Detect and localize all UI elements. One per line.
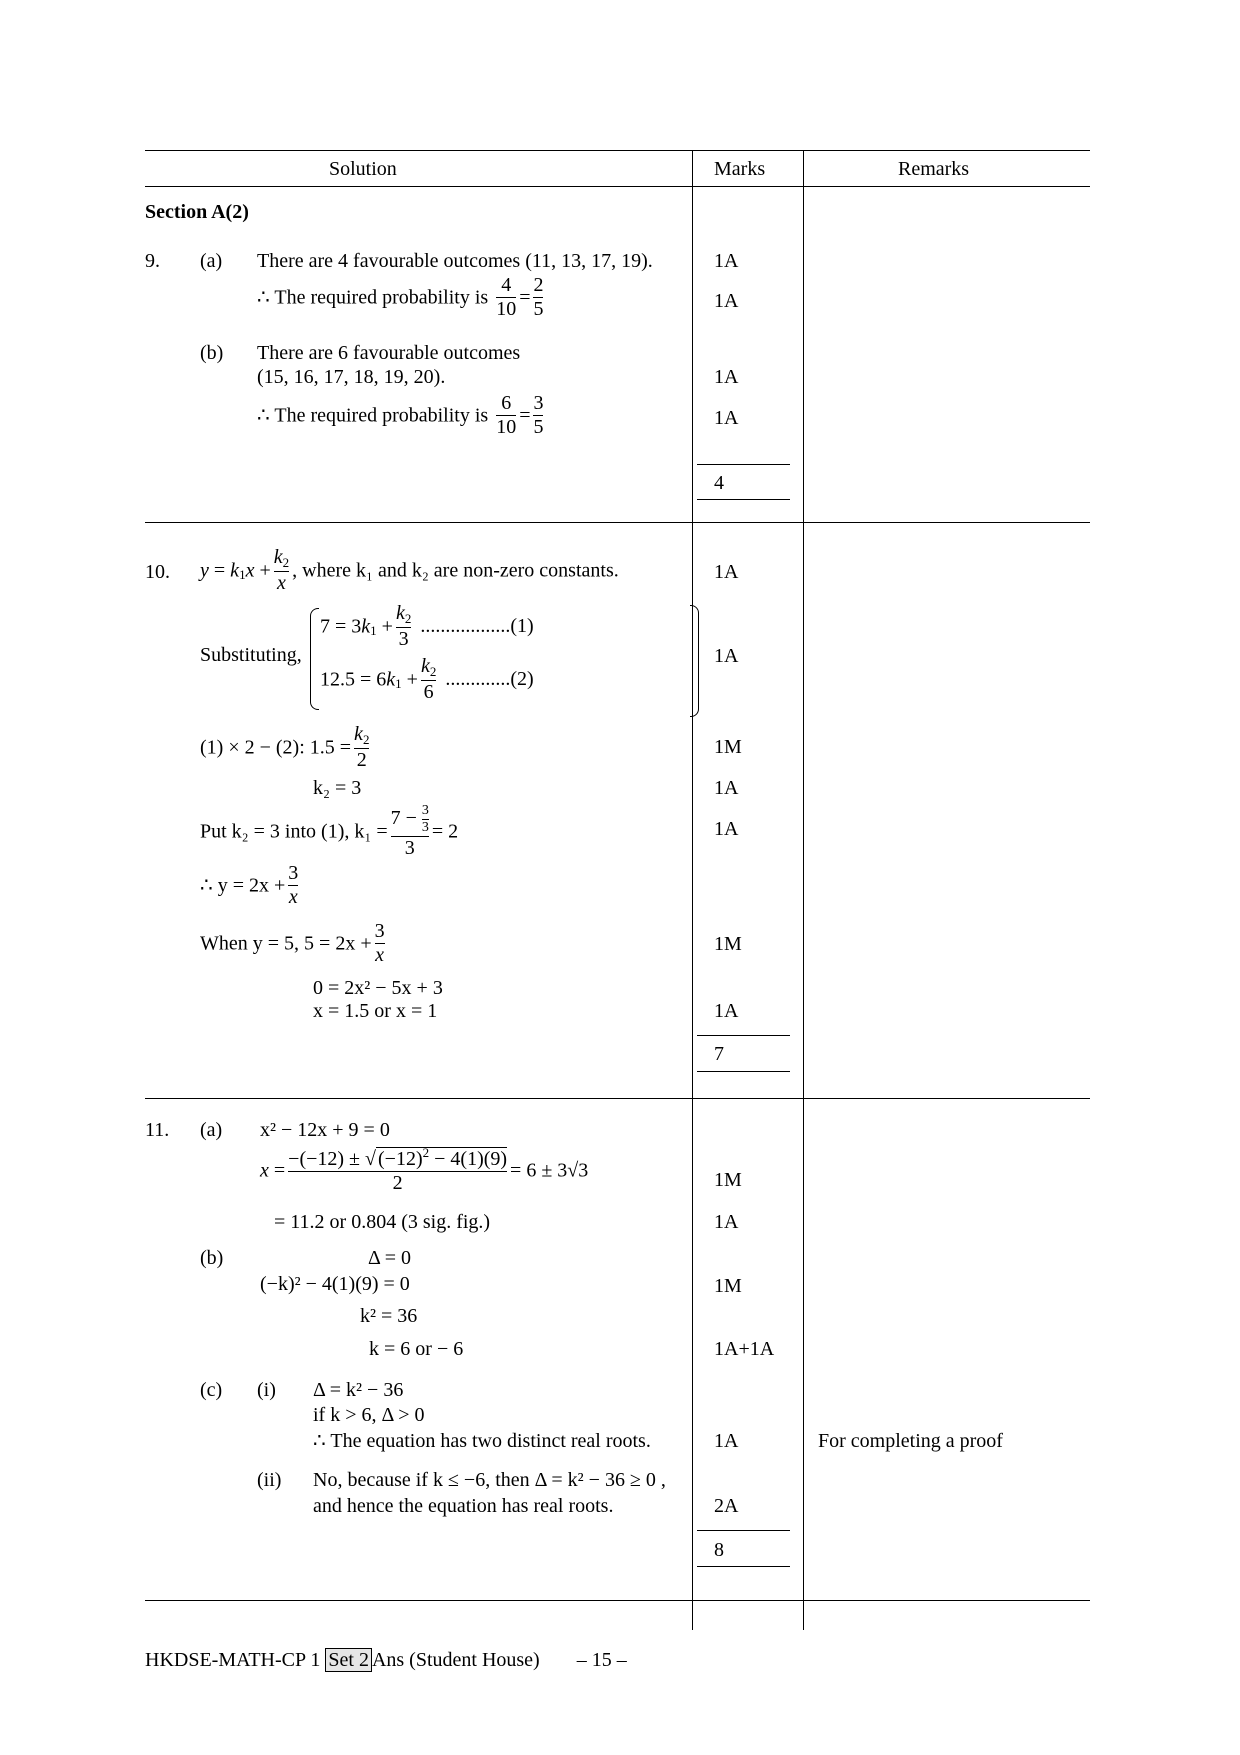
q11-mark: 1A+1A [714,1338,775,1360]
q9-b-label: (b) [200,342,224,364]
q9-a-fraction-2: $\frac{2}{5}$ [533,274,544,320]
q9-b-line2: (15, 16, 17, 18, 19, 20). [257,366,446,388]
q9-a-text: ∴ The required probability is [257,286,489,309]
q11-b-line3: k² = 36 [360,1305,418,1327]
q9-mark: 1A [714,250,739,272]
q11-ci-line3: ∴ The equation has two distinct real roots. [313,1430,651,1452]
footer [145,1650,627,1670]
header-remarks: Remarks [898,158,970,180]
q10-step1: (1) × 2 − (2): 1.5 = $\frac{k_2}{2}$ [200,723,370,771]
q11-total: 8 [714,1539,724,1561]
q11-mark: 1A [714,1430,739,1452]
q11-a-equation: x² − 12x + 9 = 0 [260,1119,390,1141]
q11-mark: 1A [714,1211,739,1233]
footer-page-number: – 15 – [576,1649,627,1671]
q9-a-fraction-1: $\frac{4}{10}$ [496,274,517,320]
q11-cii-label: (ii) [257,1469,282,1491]
q9-mark: 1A [714,290,739,312]
q11-b-line4: k = 6 or − 6 [369,1338,464,1360]
q9-b-text: ∴ The required probability is [257,404,489,427]
q11-cii-line2: and hence the equation has real roots. [313,1495,614,1517]
q11-b-label: (b) [200,1247,224,1269]
q11-a-label: (a) [200,1119,223,1141]
q11-remark: For completing a proof [818,1430,1003,1452]
q9-mark: 1A [714,407,739,429]
q9-mark: 1A [714,366,739,388]
header-marks: Marks [714,158,766,180]
q11-mark: 2A [714,1495,739,1517]
q10-equation: $y = k_1x$ + $\frac{k_2}{x}$ , where k₁ and k₂ are non-zero constants. [200,546,619,594]
q9-a-line1: There are 4 favourable outcomes (11, 13, 17, 19). [257,250,653,272]
q11-a-formula: x = $\frac{-(-12) \pm √ (-12)^2 - 4(1)(9)}{2}$ = 6 ± 3√3 [260,1145,589,1194]
q10-mark: 1A [714,818,739,840]
q9-total: 4 [714,472,724,494]
q11-c-label: (c) [200,1379,223,1401]
q11-a-approx: = 11.2 or 0.804 (3 sig. fig.) [274,1211,491,1233]
q9-a-label: (a) [200,250,223,272]
q10-eq2: $12.5 = 6k_1$ + $\frac{k_2}{6}$ .............(2) [320,655,534,703]
q9-b-line3: ∴ The required probability is $\frac{6}{10}$ = $\frac{3}{5}$ [257,392,544,438]
q11-number: 11. [145,1119,170,1141]
header-solution: Solution [329,158,397,180]
footer-set-badge: Set 2 [325,1648,372,1672]
q10-total: 7 [714,1043,724,1065]
footer-paper-code: HKDSE-MATH-CP 1 [145,1649,321,1671]
q11-ci-label: (i) [257,1379,276,1401]
q10-therefore: ∴ y = 2x + $\frac{3}{x}$ [200,862,299,908]
q10-mark: 1A [714,561,739,583]
q9-a-line2: ∴ The required probability is $\frac{4}{10}$ = $\frac{2}{5}$ [257,274,544,320]
q10-substituting: Substituting, [200,644,302,666]
q9-b-fraction-2: $\frac{3}{5}$ [533,392,544,438]
q9-number: 9. [145,250,160,272]
q10-mark: 1M [714,933,742,955]
q10-step2: k₂ = 3 [313,777,362,799]
q9-b-fraction-1: $\frac{6}{10}$ [496,392,517,438]
q10-mark: 1A [714,777,739,799]
q10-mark: 1A [714,1000,739,1022]
q9-b-line1: There are 6 favourable outcomes [257,342,521,364]
q11-ci-line2: if k > 6, Δ > 0 [313,1404,425,1426]
q10-constants-text: , where k₁ and k₂ are non-zero constants. [292,559,619,582]
q11-mark: 1M [714,1169,742,1191]
q11-cii-line1: No, because if k ≤ −6, then Δ = k² − 36 ≥ 0 , [313,1469,666,1491]
q10-eq1: $7 = 3k_1$ + $\frac{k_2}{3}$ ..................(1) [320,602,534,650]
q10-step3: Put k₂ = 3 into (1), k₁ = 7 − $\frac{3}{3}$ 3 = 2 [200,803,459,860]
footer-source: Ans (Student House) [371,1649,540,1671]
q10-quadratic: 0 = 2x² − 5x + 3 [313,977,443,999]
q11-ci-line1: Δ = k² − 36 [313,1379,404,1401]
section-title: Section A(2) [145,201,249,223]
q10-mark: 1M [714,736,742,758]
q10-number: 10. [145,561,170,583]
q10-roots: x = 1.5 or x = 1 [313,1000,438,1022]
q10-mark: 1A [714,645,739,667]
q10-when: When y = 5, 5 = 2x + $\frac{3}{x}$ [200,920,385,966]
q11-b-line2: (−k)² − 4(1)(9) = 0 [260,1273,410,1295]
q11-mark: 1M [714,1275,742,1297]
q11-b-line1: Δ = 0 [368,1247,412,1269]
